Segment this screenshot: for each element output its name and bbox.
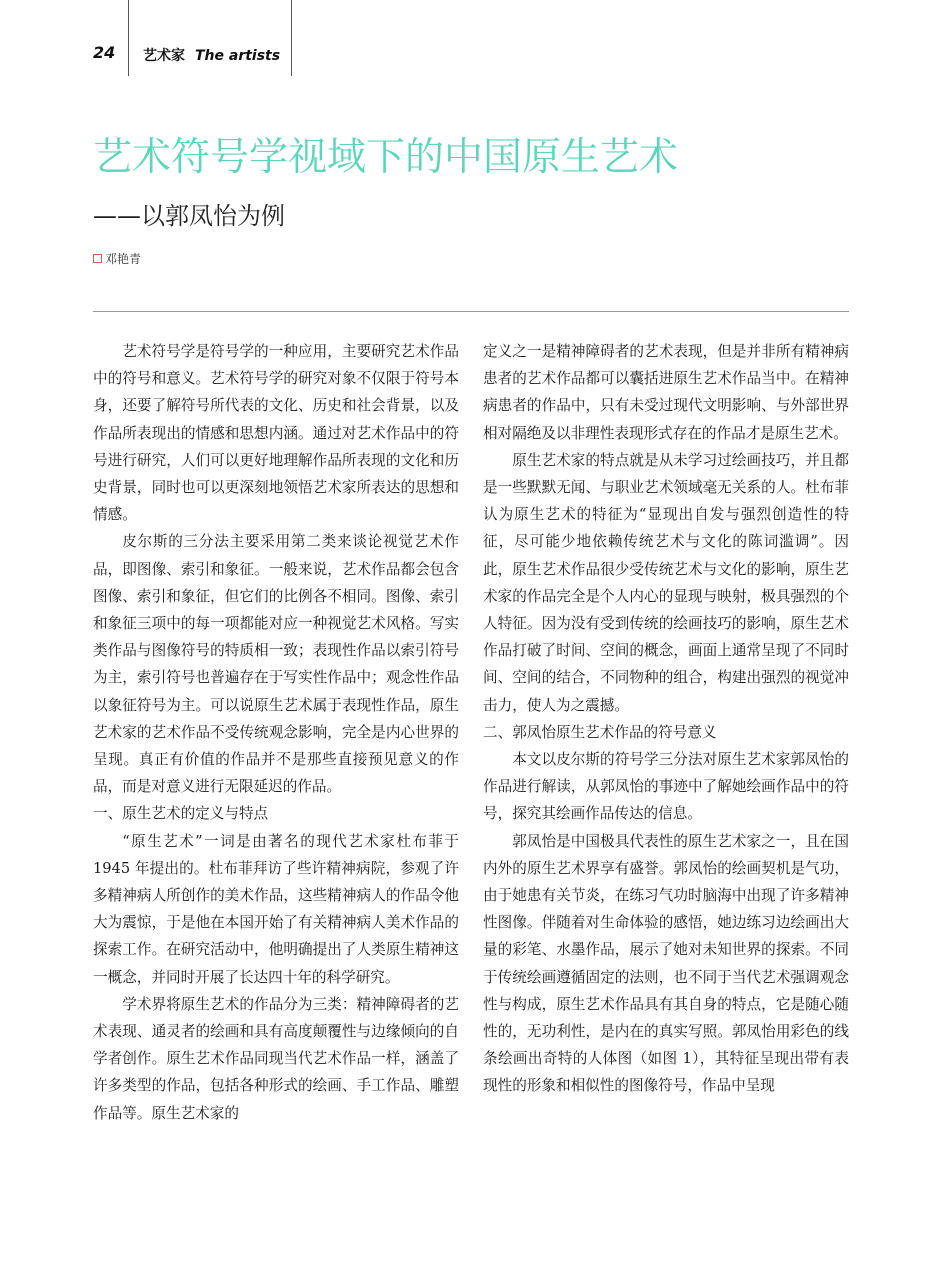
section-heading: 一、原生艺术的定义与特点	[93, 805, 269, 823]
paragraph: 郭凤怡是中国极具代表性的原生艺术家之一，且在国内外的原生艺术界享有盛誉。郭凤怡的绘画契机是气功，由于她患有关节炎，在练习气功时脑海中出现了许多精神性图像。伴随着对生命体验的感悟，她边练习边绘画出大量的彩笔、水墨作品，展示了她对未知世界的探索。不同于传统绘画遵循固定的法则，也不同于当代艺术强调观念性与构成，原生艺术作品具有其自身的特点，它是随心随性的，无功利性，是内在的真实写照。郭凤怡用彩色的线条绘画出奇特的人体图（如图 1），其特征呈现出带有表现性的形象和相似性的图像符号，作品中呈现	[483, 832, 849, 1095]
author-name: 邓艳青	[105, 252, 142, 266]
paragraph-continued: 定义之一是精神障碍者的艺术表现，但是并非所有精神病患者的艺术作品都可以囊括进原生艺术作品当中。在精神病患者的作品中，只有未受过现代文明影响、与外部世界相对隔绝及以非理性表现形式存在的作品才是原生艺术。	[483, 343, 849, 442]
paragraph: 皮尔斯的三分法主要采用第二类来谈论视觉艺术作品，即图像、索引和象征。一般来说，艺术作品都会包含图像、索引和象征，但它们的比例各不相同。图像、索引和象征三项中的每一项都能对应一种视觉艺术风格。写实类作品与图像符号的特质相一致；表现性作品以索引符号为主，索引符号也普遍存在于写实性作品中；观念性作品以象征符号为主。可以说原生艺术属于表现性作品，原生艺术家的艺术作品不受传统观念影响，完全是内心世界的呈现。真正有价值的作品并不是那些直接预见意义的作品，而是对意义进行无限延迟的作品。	[93, 533, 459, 796]
header-divider-left	[128, 0, 129, 76]
paragraph: 原生艺术家的特点就是从未学习过绘画技巧，并且都是一些默默无闻、与职业艺术领域毫无关系的人。杜布菲认为原生艺术的特征为“显现出自发与强烈创造性的特征，尽可能少地依赖传统艺术与文化的陈词滥调”。因此，原生艺术作品很少受传统艺术与文化的影响，原生艺术家的作品完全是个人内心的显现与映射，极具强烈的个人特征。因为没有受到传统的绘画技巧的影响，原生艺术作品打破了时间、空间的概念，画面上通常呈现了不同时间、空间的结合，不同物种的组合，构建出强烈的视觉冲击力，使人为之震撼。	[483, 451, 849, 714]
paragraph: “原生艺术”一词是由著名的现代艺术家杜布菲于 1945 年提出的。杜布菲拜访了些许精神病院，参观了许多精神病人所创作的美术作品，这些精神病人的作品令他大为震惊，于是他在本国开始了有关精神病人美术作品的探索工作。在研究活动中，他明确提出了人类原生精神这一概念，并同时开展了长达四十年的科学研究。	[93, 832, 459, 986]
paragraph: 本文以皮尔斯的符号学三分法对原生艺术家郭凤怡的作品进行解读，从郭凤怡的事迹中了解她绘画作品中的符号，探究其绘画作品传达的信息。	[483, 751, 849, 823]
left-column	[93, 338, 459, 1127]
author-line	[93, 250, 141, 267]
page-number: 24	[93, 43, 116, 62]
section-heading: 二、郭凤怡原生艺术作品的符号意义	[483, 723, 717, 741]
title-divider	[93, 311, 849, 312]
header-divider-right	[291, 0, 292, 76]
paragraph: 艺术符号学是符号学的一种应用，主要研究艺术作品中的符号和意义。艺术符号学的研究对象不仅限于符号本身，还要了解符号所代表的文化、历史和社会背景，以及作品所表现出的情感和思想内涵。通过对艺术作品中的符号进行研究，人们可以更好地理解作品所表现的文化和历史背景，同时也可以更深刻地领悟艺术家所表达的思想和情感。	[93, 343, 459, 524]
running-header	[143, 45, 280, 65]
section-title-cn: 艺术家	[143, 48, 185, 64]
article-subtitle: ——以郭凤怡为例	[93, 202, 285, 230]
section-title-en: The artists	[195, 48, 281, 64]
paragraph: 学术界将原生艺术的作品分为三类：精神障碍者的艺术表现、通灵者的绘画和具有高度颠覆性与边缘倾向的自学者创作。原生艺术作品同现当代艺术作品一样，涵盖了许多类型的作品，包括各种形式的绘画、手工作品、雕塑作品等。原生艺术家的	[93, 995, 459, 1122]
right-column	[483, 338, 849, 1100]
article-title: 艺术符号学视域下的中国原生艺术	[93, 135, 679, 180]
author-marker-icon	[93, 254, 102, 263]
